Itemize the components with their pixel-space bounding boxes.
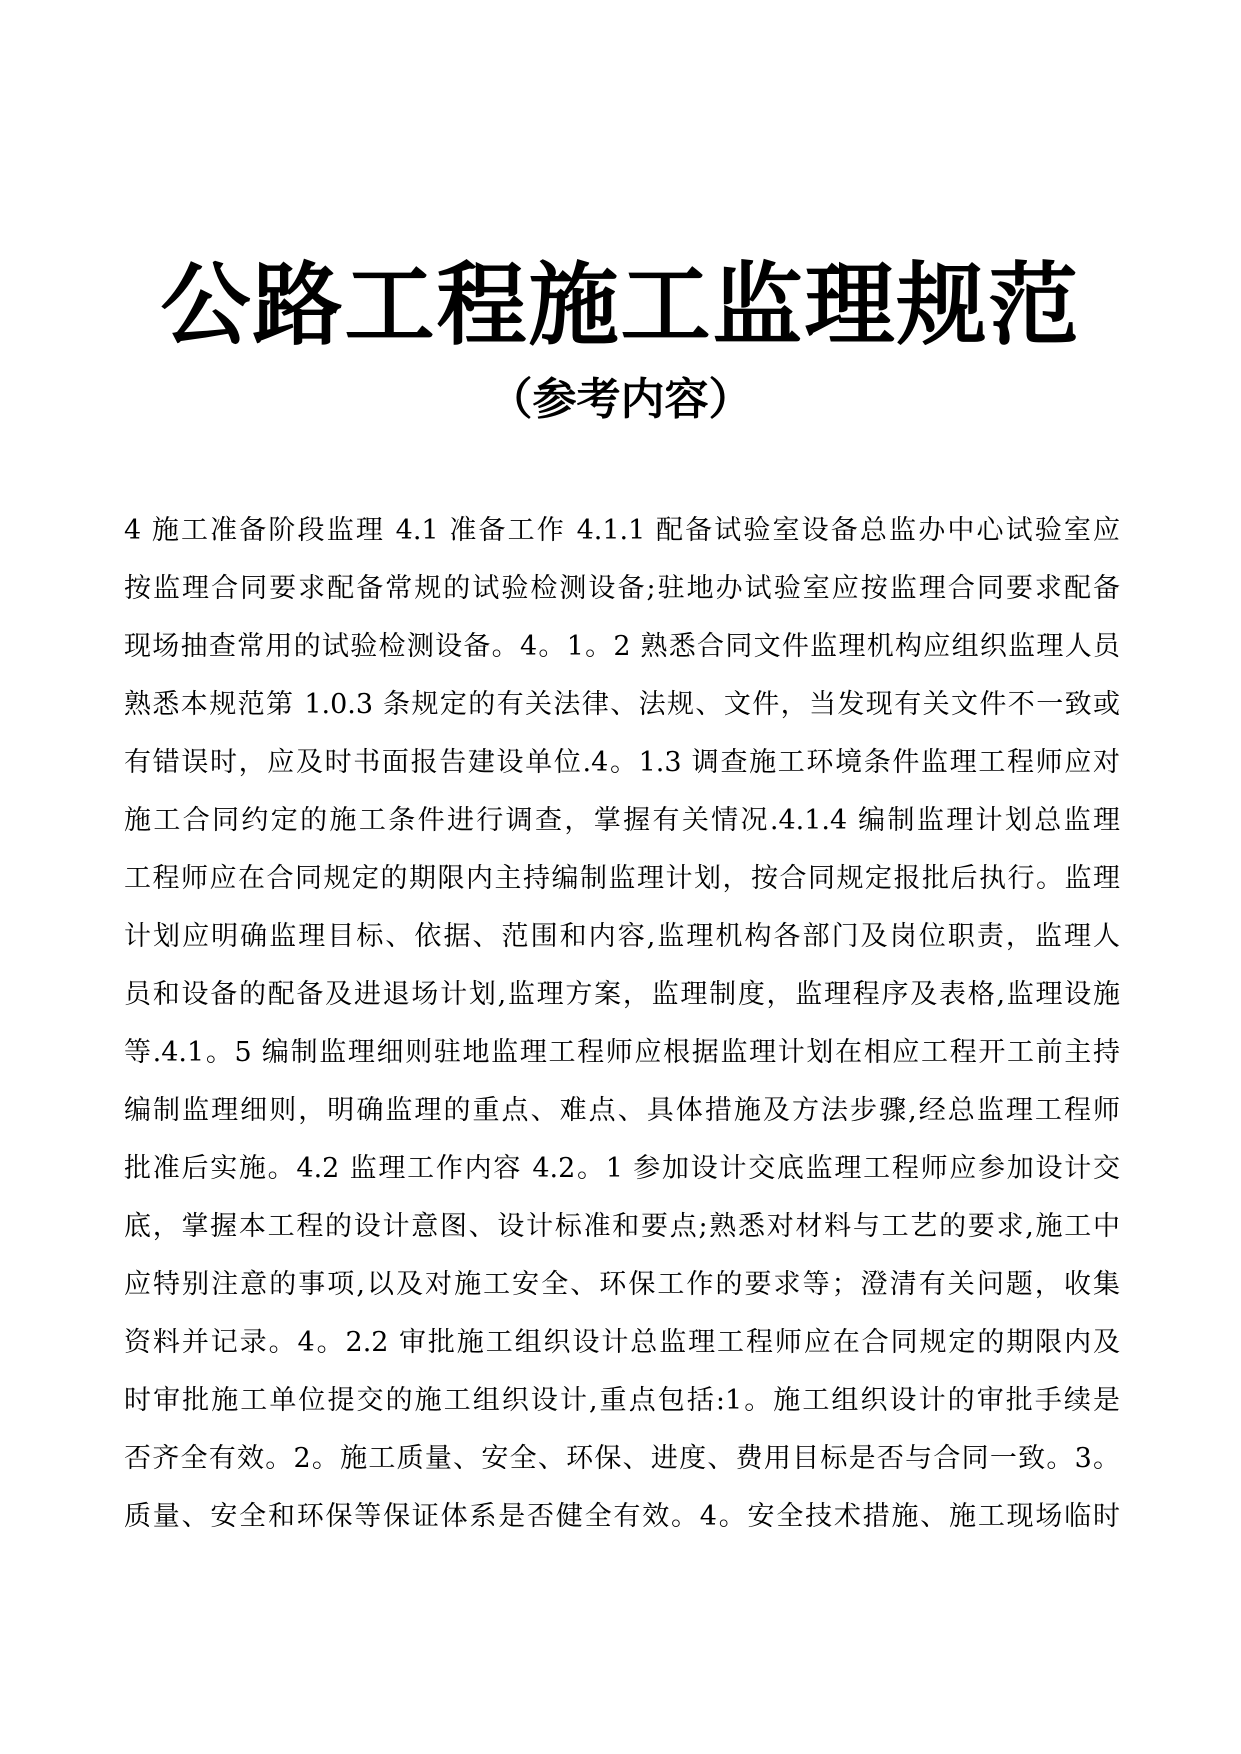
body-line: 现场抽查常用的试验检测设备。4。1。2 熟悉合同文件监理机构应组织监理人员	[124, 631, 1120, 662]
body-line: 质量、安全和环保等保证体系是否健全有效。4。安全技术措施、施工现场临时	[124, 1501, 1120, 1532]
body-line: 资料并记录。4。2.2 审批施工组织设计总监理工程师应在合同规定的期限内及	[124, 1327, 1120, 1358]
body-line: 否齐全有效。2。施工质量、安全、环保、进度、费用目标是否与合同一致。3。	[124, 1443, 1120, 1474]
body-line: 施工合同约定的施工条件进行调查，掌握有关情况.4.1.4 编制监理计划总监理	[124, 805, 1120, 836]
document-title: 公路工程施工监理规范	[160, 252, 1081, 358]
body-line: 按监理合同要求配备常规的试验检测设备;驻地办试验室应按监理合同要求配备	[124, 573, 1120, 604]
body-line: 时审批施工单位提交的施工组织设计,重点包括:1。施工组织设计的审批手续是	[124, 1385, 1120, 1416]
body-line: 员和设备的配备及进退场计划,监理方案，监理制度，监理程序及表格,监理设施	[124, 979, 1120, 1010]
body-line: 计划应明确监理目标、依据、范围和内容,监理机构各部门及岗位职责，监理人	[124, 921, 1120, 952]
body-line: 批准后实施。4.2 监理工作内容 4.2。1 参加设计交底监理工程师应参加设计交	[124, 1153, 1120, 1184]
body-text	[124, 502, 1120, 1546]
body-line: 底，掌握本工程的设计意图、设计标准和要点;熟悉对材料与工艺的要求,施工中	[124, 1211, 1120, 1242]
body-line: 编制监理细则，明确监理的重点、难点、具体措施及方法步骤,经总监理工程师	[124, 1095, 1120, 1126]
body-line: 等.4.1。5 编制监理细则驻地监理工程师应根据监理计划在相应工程开工前主持	[124, 1037, 1120, 1068]
body-line: 应特别注意的事项,以及对施工安全、环保工作的要求等；澄清有关问题，收集	[124, 1269, 1120, 1300]
document-subtitle: （参考内容）	[488, 374, 753, 425]
body-line: 熟悉本规范第 1.0.3 条规定的有关法律、法规、文件，当发现有关文件不一致或	[124, 689, 1120, 720]
body-line: 4 施工准备阶段监理 4.1 准备工作 4.1.1 配备试验室设备总监办中心试验室应	[124, 515, 1120, 546]
body-line: 工程师应在合同规定的期限内主持编制监理计划，按合同规定报批后执行。监理	[124, 863, 1120, 894]
body-line: 有错误时，应及时书面报告建设单位.4。1.3 调查施工环境条件监理工程师应对	[124, 747, 1120, 778]
